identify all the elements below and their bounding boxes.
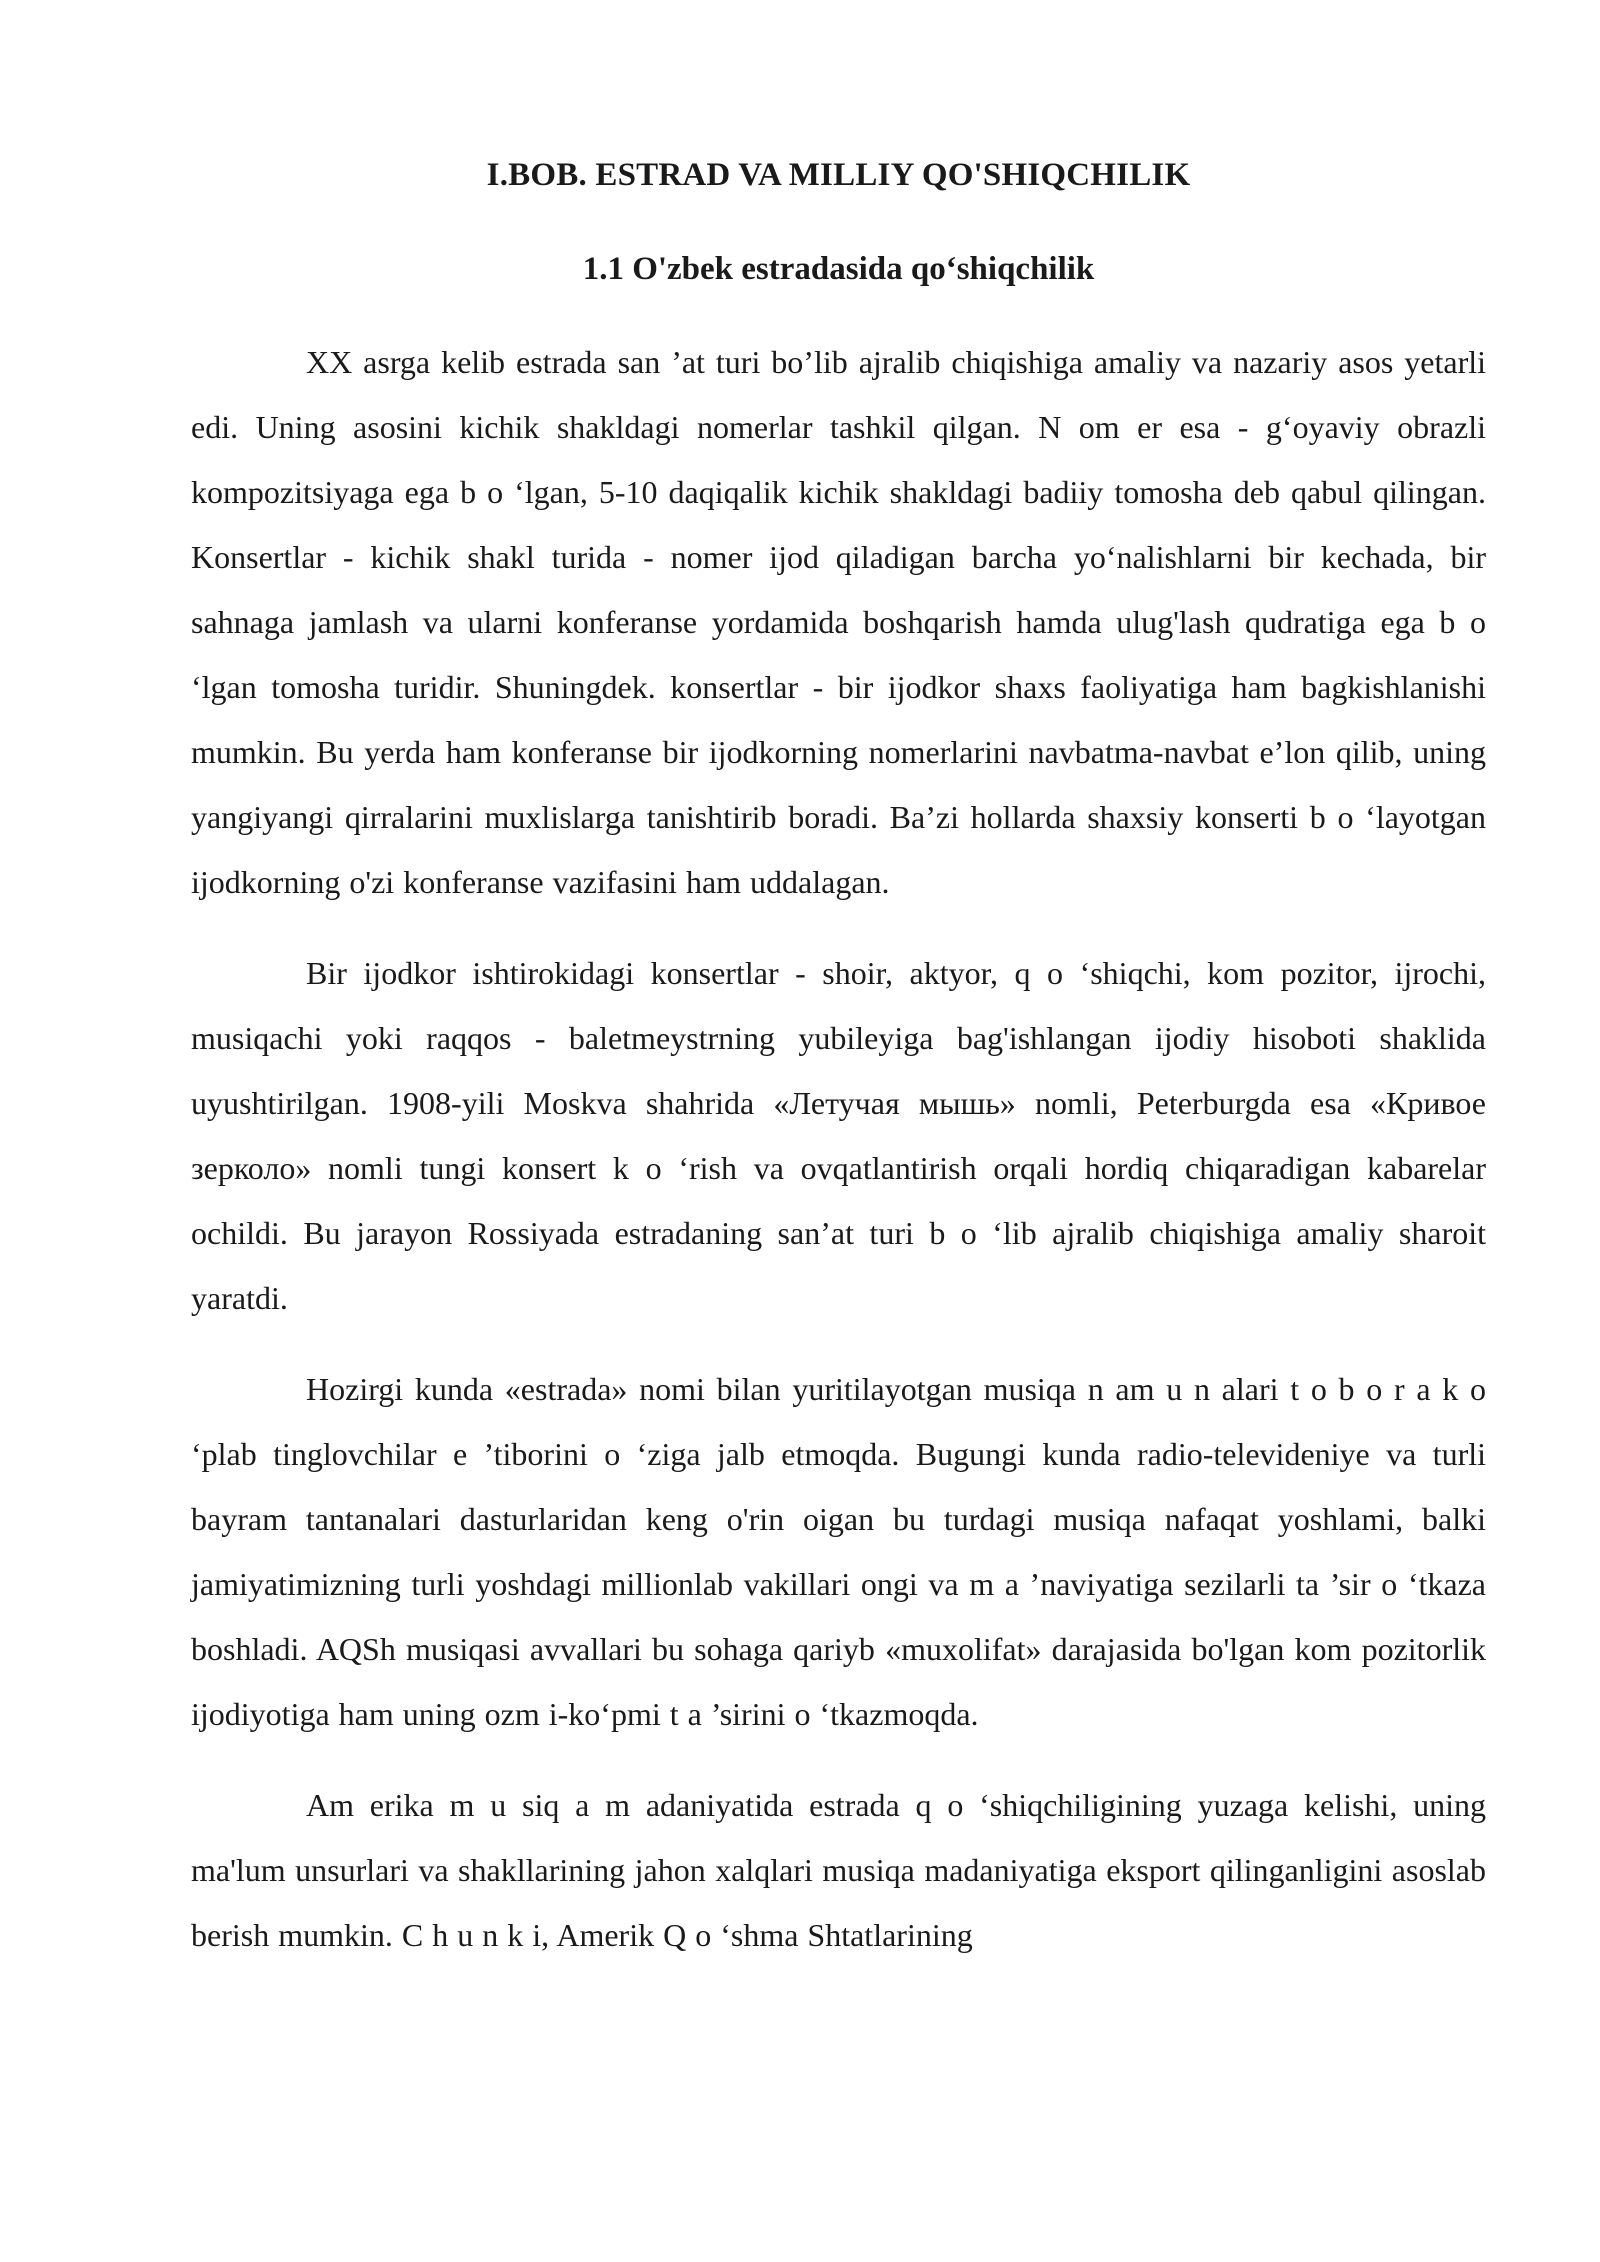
document-page [191,0,1486,1968]
section-title: 1.1 O'zbek estradasida qo‘shiqchilik [582,251,1095,287]
paragraph: Hozirgi kunda «estrada» nomi bilan yuritilayotgan musiqa n am u n alari t o b o r a k o ‘plab tinglovchilar e ’tiborini o ‘ziga jalb etmoqda. Bugungi kunda radio-televideniye va turli bayram tantanalari dasturlaridan keng o'rin oigan bu turdagi musiqa nafaqat yoshlami, balki jamiyatimizning turli yoshdagi millionlab vakillari ongi va m a ’naviyatiga sezilarli ta ’sir o ‘tkaza boshladi. AQSh musiqasi avvallari bu sohaga qariyb «muxolifat» darajasida bo'lgan kom pozitorlik ijodiyotiga ham uning ozm i-ko‘pmi t a ’sirini o ‘tkazmoqda. [191,1371,1486,1732]
chapter-title: I.BOB. ESTRAD VA MILLIY QO'SHIQCHILIK [486,157,1191,193]
paragraph: Am erika m u siq a m adaniyatida estrada q o ‘shiqchiligining yuzaga kelishi, uning ma'lum unsurlari va shakllarining jahon xalqlari musiqa madaniyatiga eksport qilinganligini asoslab berish mumkin. C h u n k i, Amerik Q o ‘shma Shtatlarining [191,1787,1486,1953]
paragraph: XX asrga kelib estrada san ’at turi bo’lib ajralib chiqishiga amaliy va nazariy asos yetarli edi. Uning asosini kichik shakldagi nomerlar tashkil qilgan. N om er esa - g‘oyaviy obrazli kompozitsiyaga ega b o ‘lgan, 5-10 daqiqalik kichik shakldagi badiiy tomosha deb qabul qilingan. Konsertlar - kichik shakl turida - nomer ijod qiladigan barcha yo‘nalishlarni bir kechada, bir sahnaga jamlash va ularni konferanse yordamida boshqarish hamda ulug'lash qudratiga ega b o ‘lgan tomosha turidir. Shuningdek. konsertlar - bir ijodkor shaxs faoliyatiga ham bagkishlanishi mumkin. Bu yerda ham konferanse bir ijodkorning nomerlarini navbatma-navbat e’lon qilib, uning yangiyangi qirralarini muxlislarga tanishtirib boradi. Ba’zi hollarda shaxsiy konserti b o ‘layotgan ijodkorning o'zi konferanse vazifasini ham uddalagan. [191,344,1486,900]
paragraph: Bir ijodkor ishtirokidagi konsertlar - shoir, aktyor, q o ‘shiqchi, kom pozitor, ijrochi, musiqachi yoki raqqos - baletmeystrning yubileyiga bag'ishlangan ijodiy hisoboti shaklida uyushtirilgan. 1908-yili Moskva shahrida «Летучая мышь» nomli, Peterburgda esa «Кривое зерколо» nomli tungi konsert k o ‘rish va ovqatlantirish orqali hordiq chiqaradigan kabarelar ochildi. Bu jarayon Rossiyada estradaning san’at turi b o ‘lib ajralib chiqishiga amaliy sharoit yaratdi. [191,955,1486,1316]
